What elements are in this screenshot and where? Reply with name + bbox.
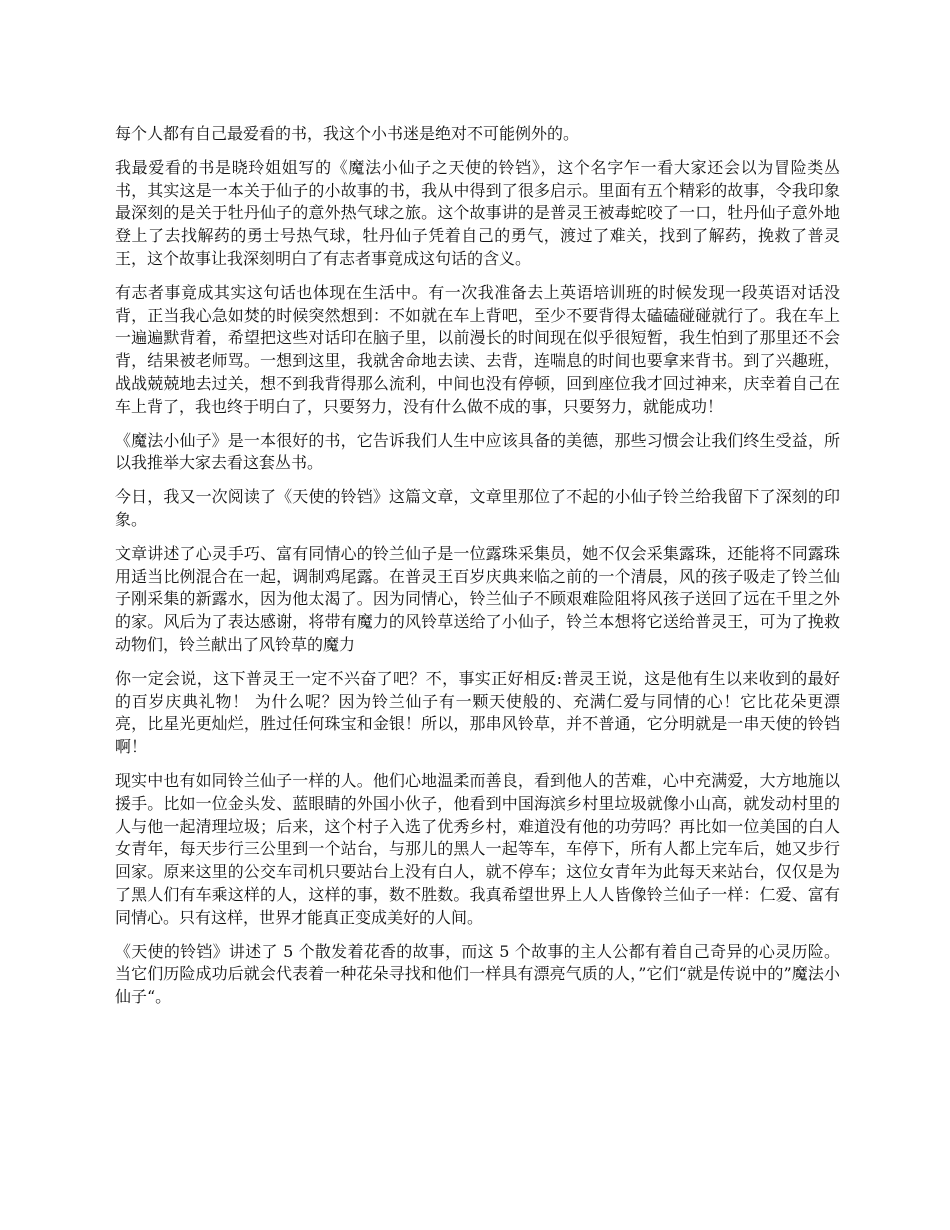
paragraph-8: 现实中也有如同铃兰仙子一样的人。他们心地温柔而善良，看到他人的苦难，心中充满爱，大方地施以援手。比如一位金头发、蓝眼睛的外国小伙子，他看到中国海滨乡村里垃圾就像小山高，就发动村里的人与他一起清理垃圾；后来，这个村子入选了优秀乡村，难道没有他的功劳吗？再比如一位美国的白人女青年，每天步行三公里到一个站台，与那儿的黑人一起等车，车停下，所有人都上完车后，她又步行回家。原来这里的公交车司机只要站台上没有白人，就不停车；这位女青年为此每天来站台，仅仅是为了黑人们有车乘这样的人，这样的事，数不胜数。我真希望世界上人人皆像铃兰仙子一样：仁爱、富有同情心。只有这样，世界才能真正变成美好的人间。	[115, 770, 840, 927]
paragraph-1: 每个人都有自己最爱看的书，我这个小书迷是绝对不可能例外的。	[115, 124, 580, 143]
paragraph-4: 《魔法小仙子》是一本很好的书，它告诉我们人生中应该具备的美德，那些习惯会让我们终生受益，所以我推举大家去看这套丛书。	[115, 430, 840, 473]
paragraph-3: 有志者事竟成其实这句话也体现在生活中。有一次我准备去上英语培训班的时候发现一段英语对话没背，正当我心急如焚的时候突然想到：不如就在车上背吧，至少不要背得太磕磕碰碰就行了。我在车上一遍遍默背着，希望把这些对话印在脑子里，以前漫长的时间现在似乎很短暂，我生怕到了那里还不会背，结果被老师骂。一想到这里，我就舍命地去读、去背，连喘息的时间也要拿来背书。到了兴趣班，战战兢兢地去过关，想不到我背得那么流利，中间也没有停顿，回到座位我才回过神来，庆幸着自己在车上背了，我也终于明白了，只要努力，没有什么做不成的事，只要努力，就能成功！	[115, 282, 840, 416]
paragraph-2: 我最爱看的书是晓玲姐姐写的《魔法小仙子之天使的铃铛》，这个名字乍一看大家还会以为冒险类丛书，其实这是一本关于仙子的小故事的书，我从中得到了很多启示。里面有五个精彩的故事，令我印象最深刻的是关于牡丹仙子的意外热气球之旅。这个故事讲的是普灵王被毒蛇咬了一口，牡丹仙子意外地登上了去找解药的勇士号热气球，牡丹仙子凭着自己的勇气，渡过了难关，找到了解药，挽救了普灵王，这个故事让我深刻明白了有志者事竟成这句话的含义。	[115, 157, 840, 268]
paragraph-7: 你一定会说，这下普灵王一定不兴奋了吧？不，事实正好相反:普灵王说，这是他有生以来收到的最好的百岁庆典礼物！ 为什么呢？因为铃兰仙子有一颗天使般的、充满仁爱与同情的心！它比花朵更漂亮，比星光更灿烂，胜过任何珠宝和金银！所以，那串风铃草，并不普通，它分明就是一串天使的铃铛啊！	[115, 668, 840, 757]
paragraph-5: 今日，我又一次阅读了《天使的铃铛》这篇文章，文章里那位了不起的小仙子铃兰给我留下了深刻的印象。	[115, 487, 840, 529]
paragraph-9: 《天使的铃铛》讲述了 5 个散发着花香的故事，而这 5 个故事的主人公都有着自己奇异的心灵历险。当它们历险成功后就会代表着一种花朵寻找和他们一样具有漂亮气质的人，”它们“就是传说中的”魔法小仙子“。	[115, 941, 840, 1007]
document-body	[115, 123, 840, 1020]
paragraph-6: 文章讲述了心灵手巧、富有同情心的铃兰仙子是一位露珠采集员，她不仅会采集露珠，还能将不同露珠用适当比例混合在一起，调制鸡尾露。在普灵王百岁庆典来临之前的一个清晨，风的孩子吸走了铃兰仙子刚采集的新露水，因为他太渴了。因为同情心，铃兰仙子不顾艰难险阻将风孩子送回了远在千里之外的家。风后为了表达感谢，将带有魔力的风铃草送给了小仙子，铃兰本想将它送给普灵王，可为了挽救动物们，铃兰献出了风铃草的魔力	[115, 543, 840, 654]
